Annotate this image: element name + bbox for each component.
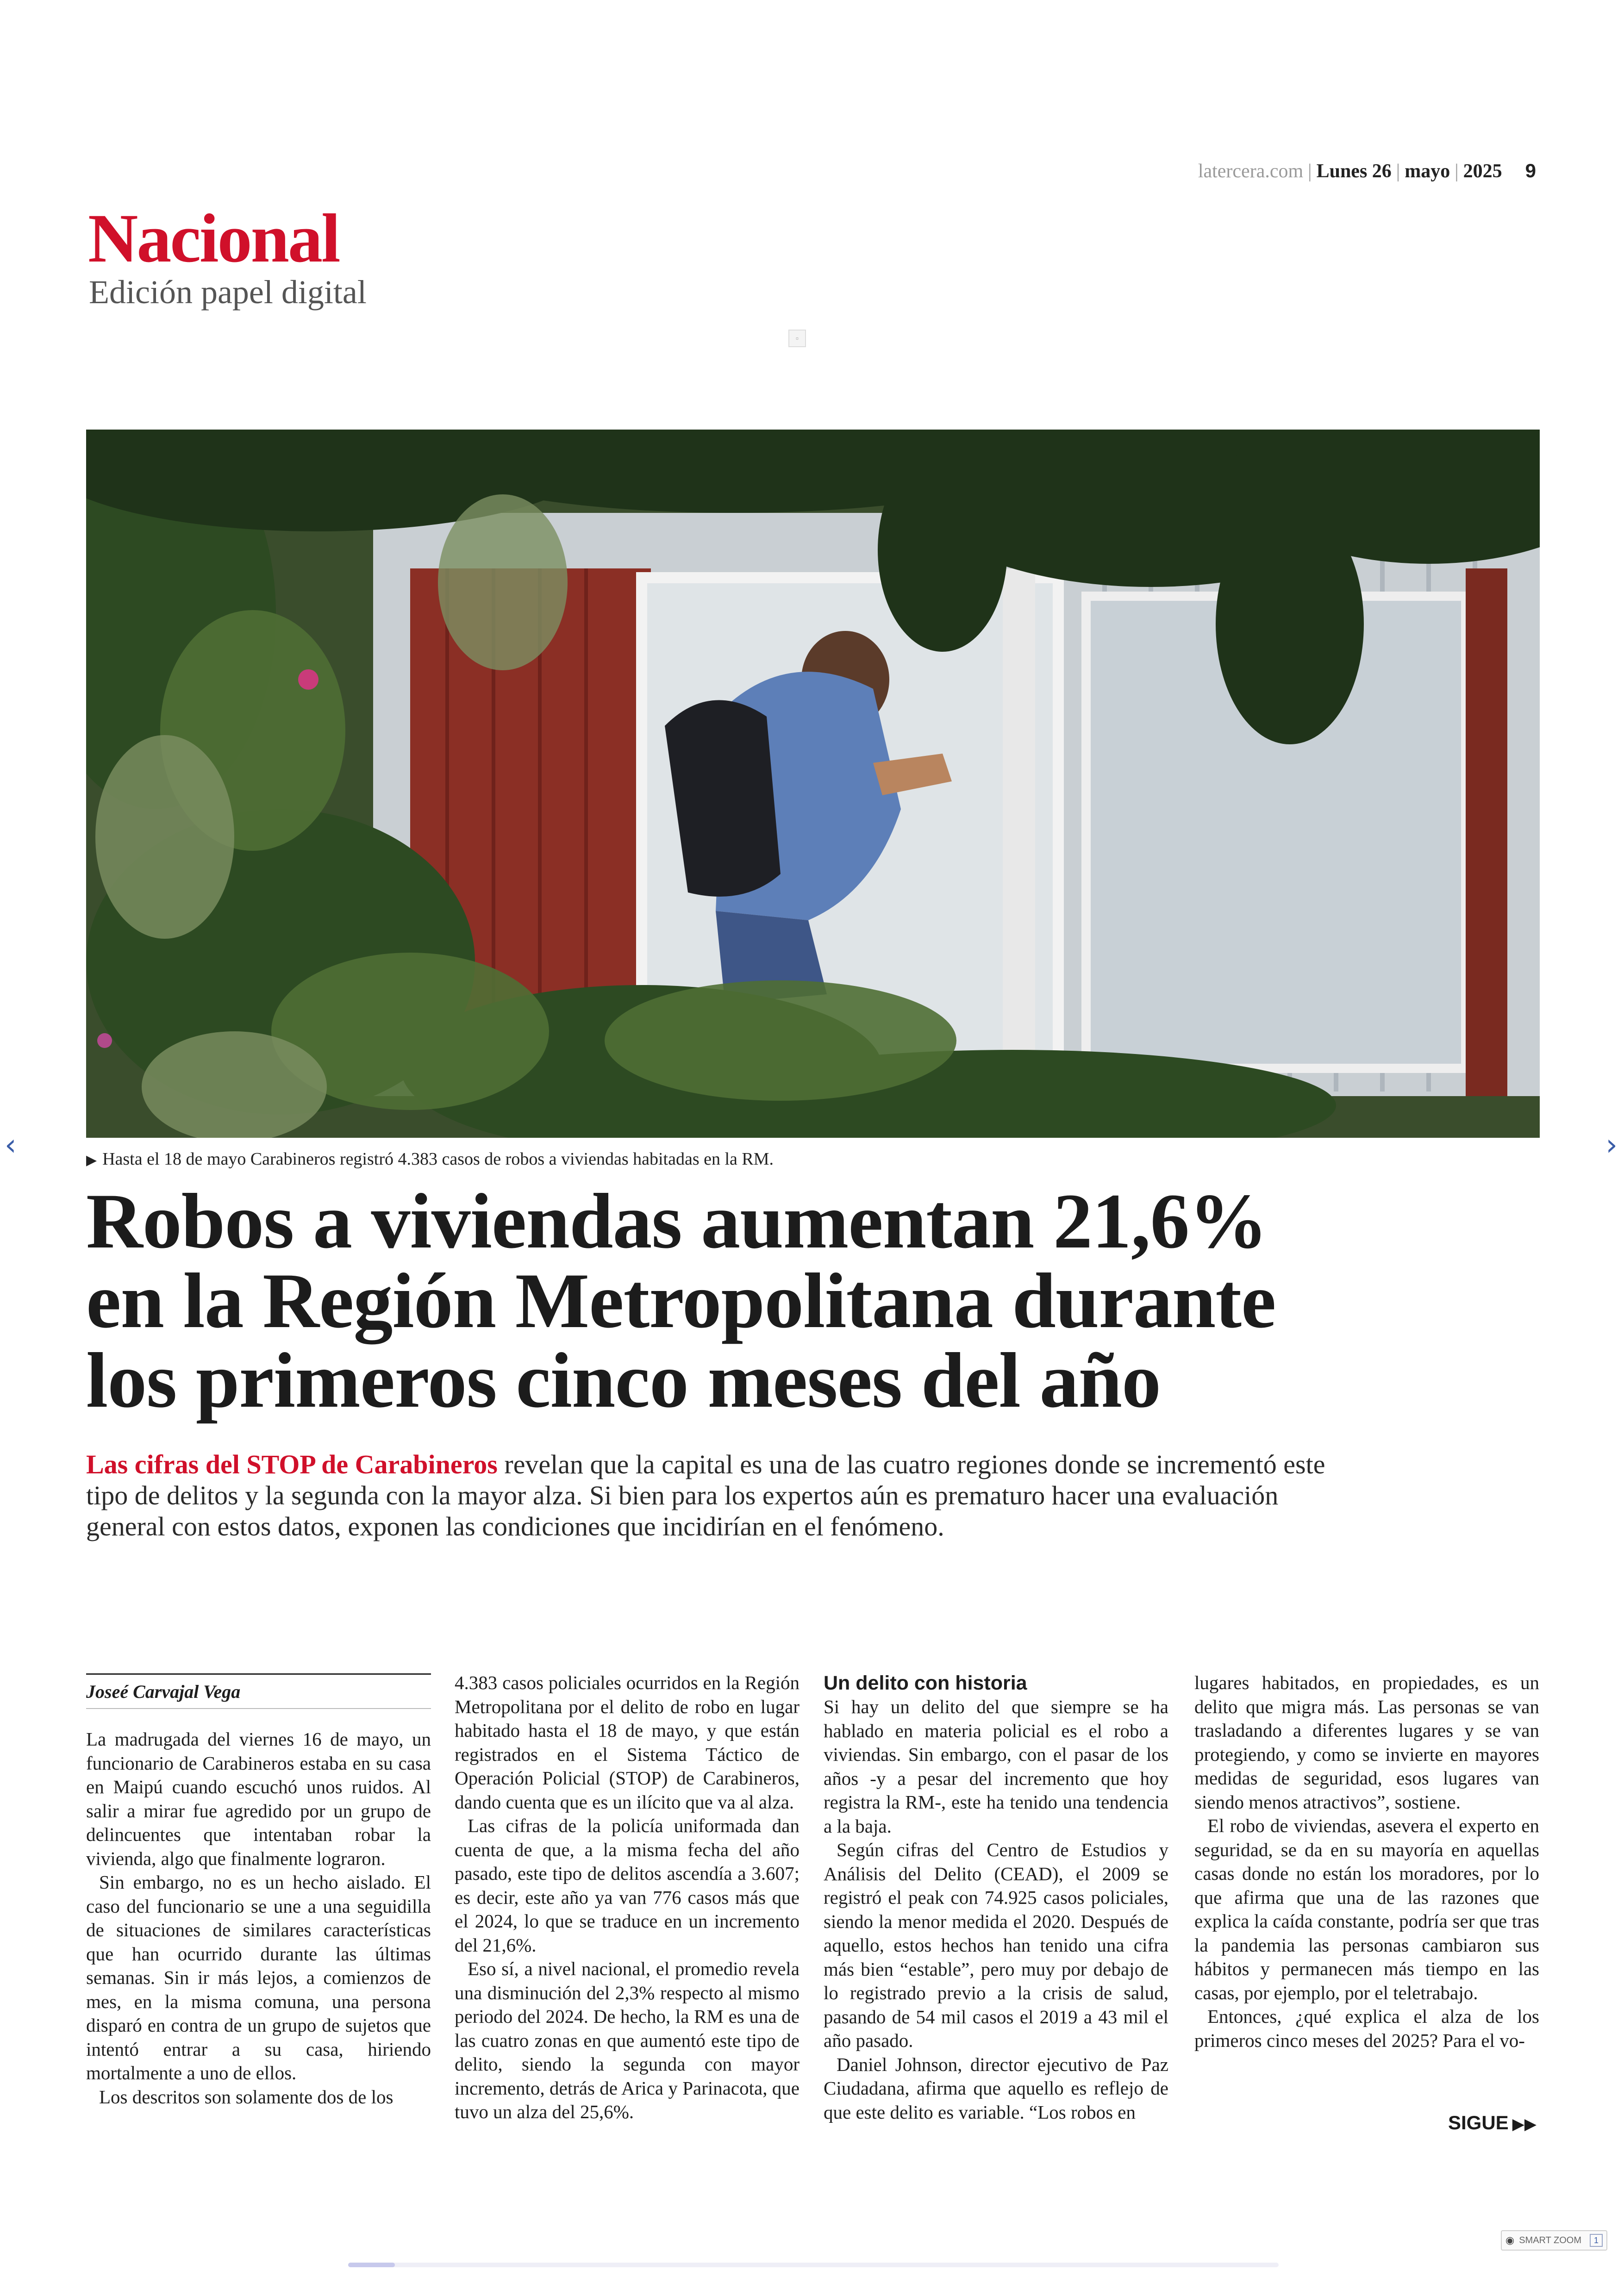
paragraph: Entonces, ¿qué explica el alza de los primeros cinco meses del 2025? Para el vo- [1194,2006,1539,2051]
double-arrow-right-icon: ▶▶ [1512,2115,1537,2133]
continue-label: SIGUE [1448,2112,1509,2133]
headline-line-2: en la Región Metropolitana durante [86,1257,1276,1344]
headline-line-1: Robos a viviendas aumentan 21,6% [86,1178,1268,1265]
continue-link[interactable] [1448,2112,1537,2134]
article-headline [86,1178,1475,1424]
edition-label: Edición papel digital [89,274,367,311]
zoom-page-indicator: 1 [1590,2234,1603,2247]
headline-line-3: los primeros cinco meses del año [86,1337,1161,1424]
paragraph: 4.383 casos policiales ocurridos en la Región Metropolitana por el delito de robo en lugar habitado hasta el 18 de mayo, y que están registrados en el Sistema Táctico de Operación Policial (STOP) de Carabineros, dando cuenta que es un ilícito que va al alza. [455,1672,800,1813]
paragraph: Daniel Johnson, director ejecutivo de Paz Ciudadana, afirma que aquello es reflejo de que este delito es variable. “Los robos en [824,2053,1168,2123]
paragraph: lugares habitados, en propiedades, es un delito que migra más. Las personas se van trasladando a diferentes lugares y se van protegiendo, y como se invierte en mayores medidas de seguridad, esos lugares van siendo menos atractivos”, sostiene. [1194,1672,1539,1813]
paragraph: Las cifras de la policía uniformada dan cuenta de que, a la misma fecha del año pasado, este tipo de delitos ascendía a 3.607; es decir, este año ya van 776 casos más que el 2024, lo que se traduce en un incremento del 21,6%. [455,1815,800,1956]
subheading: Un delito con historia [824,1672,1027,1694]
paragraph: El robo de viviendas, asevera el experto en seguridad, se da en su mayoría en aquellas casas donde no están los moradores, por lo que afirma que una de las razones que explica la caída constante, podría ser que tras la pandemia las personas cambiaron sus hábitos y permanecen más tiempo en las casas, por ejemplo, por el teletrabajo. [1194,1815,1539,2003]
byline: Joseé Carvajal Vega [86,1673,431,1709]
next-page-chevron-right-icon[interactable]: › [1605,1128,1618,1162]
article-deck [86,1449,1364,1542]
paragraph: Según cifras del Centro de Estudios y Análisis del Delito (CEAD), el 2009 se registró el peak con 74.925 casos policiales, siendo la menor medida el 2020. Después de aquello, estos hechos han tenido una cifra más bien “estable”, pero muy por debajo de lo registrado previo a la crisis de salud, pasando de 54 mil casos el 2019 a 43 mil el año pasado. [824,1839,1168,2051]
smart-zoom-label: SMART ZOOM [1519,2235,1582,2245]
paragraph: Si hay un delito del que siempre se ha hablado en materia policial es el robo a viviendas. Sin embargo, con el pasar de los años -y a pesar del incremento que hoy registra la RM-, este ha tenido una tendencia a la baja. [824,1696,1168,1837]
page-progress-fill [348,2263,395,2267]
photo-caption [86,1149,774,1169]
prev-page-chevron-left-icon[interactable]: ‹ [5,1128,17,1162]
caption-triangle-icon: ▶ [86,1152,97,1168]
paragraph: Sin embargo, no es un hecho aislado. El caso del funcionario se une a una seguidilla de situaciones de similares características que han ocurrido durante las últimas semanas. Sin ir más lejos, a comienzos de mes, en la misma comuna, una persona disparó en contra de un grupo de sujetos que intentó entrar a su casa, hiriendo mortalmente a uno de ellos. [86,1871,431,2083]
date-month: mayo [1405,161,1450,182]
body-column-3 [824,1671,1168,2124]
ad-marker-icon: ▫ [788,330,806,347]
body-column-1 [86,1673,431,2109]
article-photo [86,430,1540,1138]
date-year: 2025 [1463,161,1502,182]
folio-line: latercera.com | Lunes 26 | mayo | 2025 9 [1198,160,1536,182]
page-progress-bar[interactable] [348,2263,1279,2267]
deck-lead: Las cifras del STOP de Carabineros [86,1449,498,1479]
date-day: Lunes 26 [1316,161,1392,182]
caption-text: Hasta el 18 de mayo Carabineros registró 4.383 casos de robos a viviendas habitadas en la RM. [102,1149,774,1169]
smart-zoom-button[interactable] [1501,2230,1607,2251]
section-title: Nacional [88,200,339,277]
paragraph: Eso sí, a nivel nacional, el promedio revela una disminución del 2,3% respecto al mismo periodo del 2024. De hecho, la RM es una de las cuatro zonas en que aumentó este tipo de delito, siendo la segunda con mayor incremento, detrás de Arica y Parinacota, que tuvo un alza del 25,6%. [455,1958,800,2122]
body-column-2 [455,1671,800,2124]
page-number: 9 [1525,160,1536,181]
deck-text: revelan que la capital es una de las cuatro regiones donde se incrementó este tipo de delitos y la segunda con la mayor alza. Si bien para los expertos aún es prematuro hacer una evaluación general con estos datos, exponen las condiciones que incidirían en el fenómeno. [86,1449,1325,1541]
eye-icon: ◉ [1505,2234,1515,2246]
body-column-4 [1194,1671,1539,2052]
site-name: latercera.com [1198,161,1304,182]
paragraph: Los descritos son solamente dos de los [99,2086,394,2108]
paragraph: La madrugada del viernes 16 de mayo, un funcionario de Carabineros estaba en su casa en Maipú cuando escuchó unos ruidos. Al salir a mirar fue agredido por un grupo de delincuentes que intentaban robar la vivienda, algo que finalmente lograron. [86,1728,431,1869]
